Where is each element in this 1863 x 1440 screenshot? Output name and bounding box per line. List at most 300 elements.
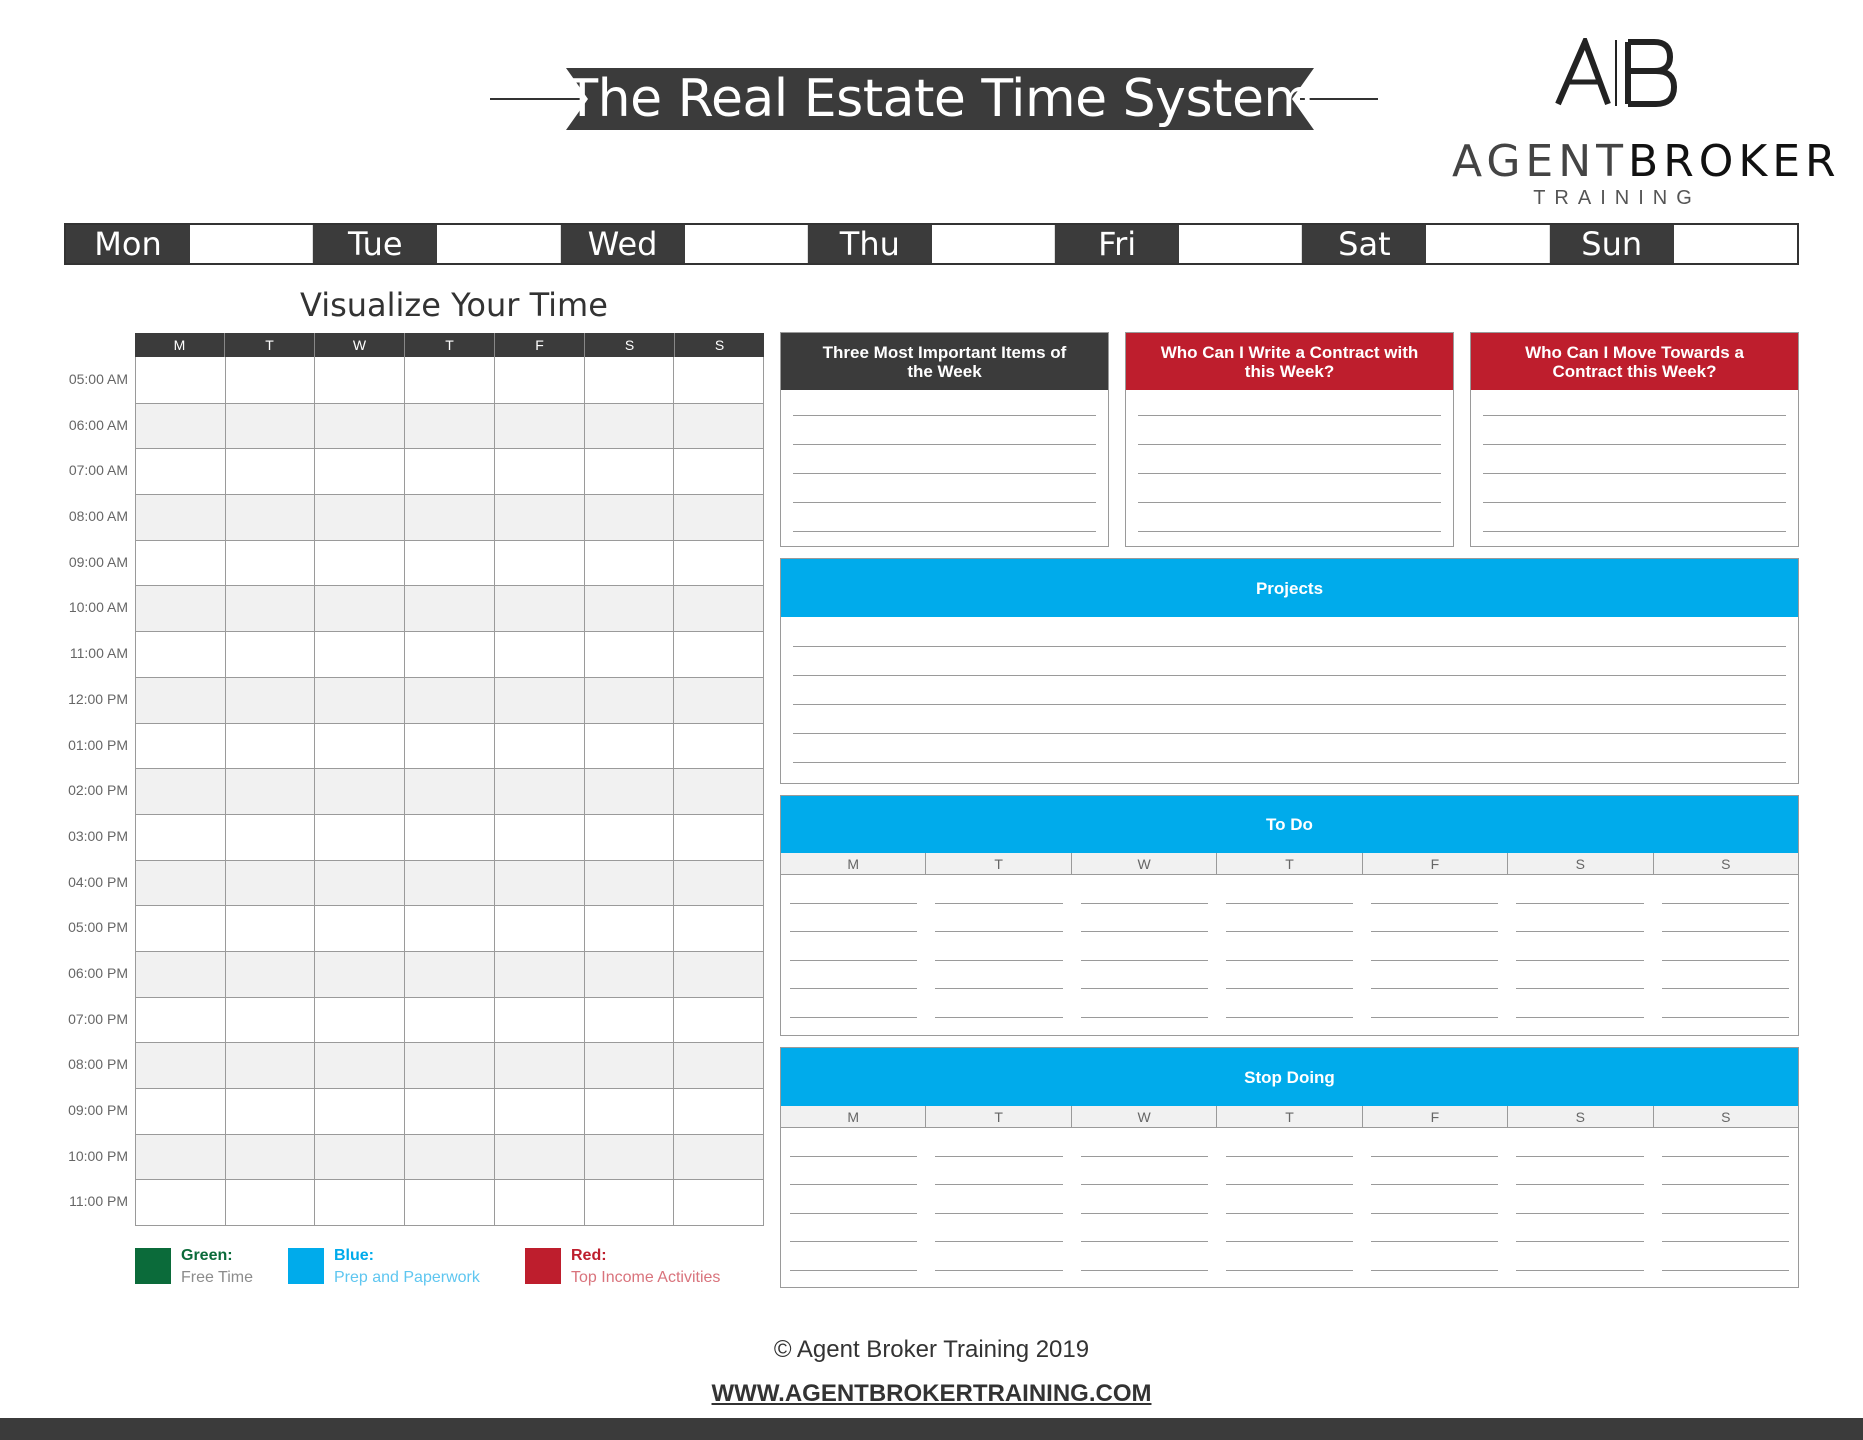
- todo-line[interactable]: [935, 989, 1062, 1018]
- stop-doing-line[interactable]: [1371, 1214, 1498, 1243]
- visualize-col-header: M: [135, 333, 225, 357]
- todo-line[interactable]: [1226, 904, 1353, 933]
- stop-doing-line[interactable]: [1516, 1157, 1643, 1186]
- stop-doing-line[interactable]: [790, 1185, 917, 1214]
- day-label: Tue: [313, 225, 437, 263]
- time-slot-cell[interactable]: [674, 952, 763, 997]
- time-slot-cell[interactable]: [405, 1089, 495, 1134]
- todo-line[interactable]: [1226, 875, 1353, 904]
- time-slot-cell[interactable]: [674, 586, 763, 631]
- time-row: [136, 814, 763, 860]
- todo-line[interactable]: [790, 932, 917, 961]
- stop-doing-line[interactable]: [1371, 1128, 1498, 1157]
- todo-line[interactable]: [935, 961, 1062, 990]
- todo-line[interactable]: [1081, 904, 1208, 933]
- todo-line[interactable]: [790, 961, 917, 990]
- time-slot-cell[interactable]: [226, 357, 316, 403]
- bottom-bar: [0, 1418, 1863, 1440]
- stop-doing-line[interactable]: [1662, 1242, 1789, 1271]
- time-slot-cell[interactable]: [585, 1089, 675, 1134]
- todo-line[interactable]: [1081, 875, 1208, 904]
- stop-doing-day-column[interactable]: [1362, 1128, 1507, 1271]
- time-slot-cell[interactable]: [136, 998, 226, 1043]
- day-blank[interactable]: [1674, 225, 1797, 263]
- time-slot-cell[interactable]: [226, 678, 316, 723]
- time-row: [136, 631, 763, 677]
- logo-word-broker: BROKER: [1628, 136, 1841, 187]
- time-slot-cell[interactable]: [226, 495, 316, 540]
- legend-blue: [288, 1246, 480, 1290]
- time-slot-cell[interactable]: [405, 678, 495, 723]
- time-slot-cell[interactable]: [136, 541, 226, 586]
- stop-doing-day-letter: T: [1217, 1106, 1362, 1127]
- agent-broker-logo: [1452, 30, 1841, 209]
- stop-doing-line[interactable]: [1081, 1214, 1208, 1243]
- visualize-col-header: S: [585, 333, 675, 357]
- legend-blue-label: Blue:: [334, 1247, 374, 1264]
- time-slot-cell[interactable]: [315, 1180, 405, 1225]
- important-items-lines[interactable]: [793, 390, 1096, 532]
- logo-wordmark: [1452, 136, 1841, 187]
- time-slot-cell[interactable]: [585, 449, 675, 494]
- legend-green-label: Green:: [181, 1247, 233, 1264]
- time-label: 04:00 PM: [68, 873, 128, 890]
- stop-doing-day-header: [781, 1106, 1798, 1128]
- time-slot-cell[interactable]: [495, 1089, 585, 1134]
- todo-line[interactable]: [935, 875, 1062, 904]
- time-slot-cell[interactable]: [585, 1043, 675, 1088]
- stop-doing-day-column[interactable]: [926, 1128, 1071, 1271]
- stop-doing-day-column[interactable]: [1072, 1128, 1217, 1271]
- time-slot-cell[interactable]: [226, 952, 316, 997]
- time-slot-cell[interactable]: [315, 769, 405, 814]
- time-slot-cell[interactable]: [495, 1135, 585, 1180]
- time-row: [136, 1134, 763, 1180]
- todo-heading: To Do: [781, 796, 1798, 853]
- stop-doing-line[interactable]: [1081, 1185, 1208, 1214]
- legend-red: [525, 1246, 720, 1290]
- time-slot-cell[interactable]: [405, 632, 495, 677]
- stop-doing-line[interactable]: [1226, 1214, 1353, 1243]
- time-slot-cell[interactable]: [405, 815, 495, 860]
- todo-line[interactable]: [1662, 961, 1789, 990]
- legend-green-desc: Free Time: [181, 1269, 254, 1286]
- time-slot-cell[interactable]: [315, 906, 405, 951]
- stop-doing-day-letter: W: [1072, 1106, 1217, 1127]
- todo-line[interactable]: [1662, 932, 1789, 961]
- time-label: 05:00 AM: [68, 371, 128, 387]
- stop-doing-line[interactable]: [790, 1242, 917, 1271]
- time-slot-cell[interactable]: [585, 769, 675, 814]
- todo-line[interactable]: [1081, 989, 1208, 1018]
- time-slot-cell[interactable]: [315, 1089, 405, 1134]
- todo-line[interactable]: [790, 875, 917, 904]
- important-items-panel: [780, 332, 1109, 547]
- todo-line[interactable]: [1516, 961, 1643, 990]
- time-slot-cell[interactable]: [226, 769, 316, 814]
- stop-doing-line[interactable]: [1662, 1128, 1789, 1157]
- visualize-day-header: [135, 333, 764, 357]
- time-slot-cell[interactable]: [495, 495, 585, 540]
- day-blank[interactable]: [190, 225, 313, 263]
- time-slot-cell[interactable]: [315, 586, 405, 631]
- time-slot-cell[interactable]: [674, 906, 763, 951]
- todo-line[interactable]: [1371, 904, 1498, 933]
- time-slot-cell[interactable]: [585, 952, 675, 997]
- day-blank[interactable]: [685, 225, 808, 263]
- todo-line[interactable]: [790, 904, 917, 933]
- title-banner: [566, 68, 1314, 130]
- time-slot-cell[interactable]: [495, 1043, 585, 1088]
- time-slot-cell[interactable]: [315, 1043, 405, 1088]
- time-slot-cell[interactable]: [495, 952, 585, 997]
- time-slot-cell[interactable]: [495, 861, 585, 906]
- time-slot-cell[interactable]: [226, 404, 316, 449]
- time-label: 02:00 PM: [68, 782, 128, 799]
- copyright-text: © Agent Broker Training 2019: [773, 1336, 1090, 1363]
- stop-doing-line[interactable]: [1226, 1242, 1353, 1271]
- time-slot-cell[interactable]: [405, 495, 495, 540]
- todo-line[interactable]: [1516, 989, 1643, 1018]
- stop-doing-line[interactable]: [1226, 1185, 1353, 1214]
- time-slot-cell[interactable]: [495, 678, 585, 723]
- legend-blue-desc: Prep and Paperwork: [334, 1269, 480, 1286]
- time-slot-cell[interactable]: [405, 861, 495, 906]
- time-slot-cell[interactable]: [674, 1043, 763, 1088]
- time-slot-cell[interactable]: [674, 541, 763, 586]
- time-slot-cell[interactable]: [315, 541, 405, 586]
- day-cell: [66, 225, 313, 263]
- stop-doing-line[interactable]: [1371, 1242, 1498, 1271]
- time-slot-cell[interactable]: [405, 357, 495, 403]
- time-slot-cell[interactable]: [405, 541, 495, 586]
- todo-day-header: [781, 853, 1798, 875]
- stop-doing-line[interactable]: [1081, 1242, 1208, 1271]
- time-slot-cell[interactable]: [226, 632, 316, 677]
- time-slot-cell[interactable]: [315, 952, 405, 997]
- time-label: 05:00 PM: [68, 919, 128, 936]
- time-label: 01:00 PM: [68, 736, 128, 753]
- todo-day-column[interactable]: [1507, 875, 1652, 1018]
- stop-doing-line[interactable]: [935, 1242, 1062, 1271]
- todo-day-letter: S: [1721, 856, 1731, 872]
- time-slot-cell[interactable]: [674, 724, 763, 769]
- time-slot-cell[interactable]: [495, 769, 585, 814]
- time-slot-cell[interactable]: [495, 541, 585, 586]
- time-slot-cell[interactable]: [136, 815, 226, 860]
- time-slot-cell[interactable]: [226, 586, 316, 631]
- todo-line[interactable]: [790, 989, 917, 1018]
- visualize-col-header: S: [714, 337, 725, 353]
- todo-day-column[interactable]: [1217, 875, 1362, 1018]
- time-slot-cell[interactable]: [495, 1180, 585, 1225]
- time-slot-cell[interactable]: [585, 357, 675, 403]
- time-slot-cell[interactable]: [495, 998, 585, 1043]
- time-slot-cell[interactable]: [315, 678, 405, 723]
- time-slot-cell[interactable]: [585, 1135, 675, 1180]
- day-cell: [1055, 225, 1302, 263]
- time-slot-cell[interactable]: [674, 1180, 763, 1225]
- time-slot-cell[interactable]: [405, 952, 495, 997]
- todo-line[interactable]: [1226, 989, 1353, 1018]
- time-slot-cell[interactable]: [226, 1135, 316, 1180]
- time-slot-cell[interactable]: [136, 952, 226, 997]
- stop-doing-line[interactable]: [1516, 1185, 1643, 1214]
- time-slot-cell[interactable]: [136, 449, 226, 494]
- time-slot-cell[interactable]: [226, 815, 316, 860]
- time-slot-cell[interactable]: [315, 632, 405, 677]
- day-label: Thu: [808, 225, 932, 263]
- time-slot-cell[interactable]: [226, 1089, 316, 1134]
- time-slot-cell[interactable]: [405, 404, 495, 449]
- todo-line[interactable]: [1371, 989, 1498, 1018]
- time-slot-cell[interactable]: [315, 724, 405, 769]
- week-day-bar: [64, 223, 1799, 265]
- website-link[interactable]: WWW.AGENTBROKERTRAINING.COM: [711, 1380, 1152, 1407]
- todo-day-letter: T: [1217, 853, 1362, 874]
- stop-doing-day-column[interactable]: [781, 1128, 926, 1271]
- day-blank[interactable]: [1179, 225, 1302, 263]
- time-slot-cell[interactable]: [136, 586, 226, 631]
- time-slot-cell[interactable]: [315, 1135, 405, 1180]
- time-slot-cell[interactable]: [585, 541, 675, 586]
- time-slot-cell[interactable]: [226, 861, 316, 906]
- time-slot-cell[interactable]: [585, 495, 675, 540]
- time-slot-cell[interactable]: [226, 906, 316, 951]
- time-slot-cell[interactable]: [585, 678, 675, 723]
- stop-doing-line[interactable]: [935, 1157, 1062, 1186]
- time-slot-cell[interactable]: [226, 1180, 316, 1225]
- time-row: [136, 997, 763, 1043]
- time-label: 10:00 PM: [68, 1147, 128, 1164]
- stop-doing-line[interactable]: [1662, 1157, 1789, 1186]
- stop-doing-line[interactable]: [935, 1185, 1062, 1214]
- time-row: [136, 1088, 763, 1134]
- stop-doing-day-column[interactable]: [1653, 1128, 1798, 1271]
- time-slot-cell[interactable]: [136, 404, 226, 449]
- time-slot-cell[interactable]: [674, 449, 763, 494]
- time-slot-cell[interactable]: [315, 404, 405, 449]
- time-label: 08:00 AM: [68, 508, 128, 525]
- stop-doing-line[interactable]: [790, 1128, 917, 1157]
- todo-line[interactable]: [1662, 875, 1789, 904]
- time-slot-cell[interactable]: [585, 1180, 675, 1225]
- time-slot-cell[interactable]: [585, 404, 675, 449]
- stop-doing-line[interactable]: [1516, 1128, 1643, 1157]
- time-slot-cell[interactable]: [585, 632, 675, 677]
- move-contract-heading: Who Can I Move Towards a Contract this Week?: [1471, 333, 1798, 390]
- stop-doing-line[interactable]: [1662, 1214, 1789, 1243]
- todo-line[interactable]: [1516, 875, 1643, 904]
- todo-day-column[interactable]: [1072, 875, 1217, 1018]
- page-title: The Real Estate Time System: [566, 69, 1314, 129]
- time-row: [136, 768, 763, 814]
- day-blank[interactable]: [1426, 225, 1549, 263]
- stop-doing-day-column[interactable]: [1217, 1128, 1362, 1271]
- time-row: [136, 951, 763, 997]
- time-slot-cell[interactable]: [674, 632, 763, 677]
- todo-line[interactable]: [1516, 904, 1643, 933]
- move-contract-lines[interactable]: [1483, 390, 1786, 532]
- todo-line[interactable]: [1662, 989, 1789, 1018]
- time-slot-cell[interactable]: [136, 724, 226, 769]
- time-slot-cell[interactable]: [405, 586, 495, 631]
- projects-heading: Projects: [781, 559, 1798, 617]
- time-slot-cell[interactable]: [674, 861, 763, 906]
- time-slot-cell[interactable]: [136, 678, 226, 723]
- time-slot-cell[interactable]: [136, 1043, 226, 1088]
- day-blank[interactable]: [437, 225, 560, 263]
- stop-doing-line[interactable]: [1371, 1185, 1498, 1214]
- todo-day-column[interactable]: [926, 875, 1071, 1018]
- time-slot-cell[interactable]: [674, 1089, 763, 1134]
- todo-columns: [781, 875, 1798, 1018]
- stop-doing-line[interactable]: [790, 1157, 917, 1186]
- time-row: [136, 357, 763, 403]
- legend-green: [135, 1246, 253, 1290]
- time-slot-cell[interactable]: [674, 769, 763, 814]
- time-slot-cell[interactable]: [405, 1180, 495, 1225]
- stop-doing-columns: [781, 1128, 1798, 1271]
- projects-lines[interactable]: [793, 617, 1786, 763]
- todo-day-column[interactable]: [1362, 875, 1507, 1018]
- time-slot-cell[interactable]: [585, 998, 675, 1043]
- time-slot-cell[interactable]: [136, 1089, 226, 1134]
- time-slot-cell[interactable]: [585, 815, 675, 860]
- stop-doing-line[interactable]: [935, 1128, 1062, 1157]
- stop-doing-line[interactable]: [1516, 1214, 1643, 1243]
- stop-doing-line[interactable]: [1081, 1157, 1208, 1186]
- time-slot-cell[interactable]: [315, 861, 405, 906]
- time-slot-cell[interactable]: [674, 998, 763, 1043]
- day-cell: [1302, 225, 1549, 263]
- todo-line[interactable]: [935, 932, 1062, 961]
- day-blank[interactable]: [932, 225, 1055, 263]
- time-slot-cell[interactable]: [315, 495, 405, 540]
- write-contract-lines[interactable]: [1138, 390, 1441, 532]
- logo-subtitle: TRAINING: [1533, 187, 1701, 209]
- time-slot-cell[interactable]: [495, 449, 585, 494]
- stop-doing-line[interactable]: [935, 1214, 1062, 1243]
- todo-day-column[interactable]: [781, 875, 926, 1018]
- time-slot-cell[interactable]: [226, 998, 316, 1043]
- day-cell: [808, 225, 1055, 263]
- time-slot-cell[interactable]: [585, 586, 675, 631]
- legend-red-desc: Top Income Activities: [571, 1269, 721, 1286]
- time-slot-cell[interactable]: [136, 495, 226, 540]
- time-slot-cell[interactable]: [136, 357, 226, 403]
- time-slot-cell[interactable]: [495, 724, 585, 769]
- time-slot-cell[interactable]: [405, 1043, 495, 1088]
- todo-line[interactable]: [1371, 961, 1498, 990]
- time-slot-cell[interactable]: [495, 906, 585, 951]
- time-slot-cell[interactable]: [226, 449, 316, 494]
- time-slot-cell[interactable]: [495, 357, 585, 403]
- time-slot-cell[interactable]: [674, 815, 763, 860]
- stop-doing-line[interactable]: [1371, 1157, 1498, 1186]
- time-label: 11:00 PM: [69, 1193, 128, 1210]
- time-row: [136, 585, 763, 631]
- stop-doing-line[interactable]: [1516, 1242, 1643, 1271]
- stop-doing-line[interactable]: [1226, 1157, 1353, 1186]
- time-slot-cell[interactable]: [136, 769, 226, 814]
- time-label: 10:00 AM: [68, 599, 128, 616]
- time-slot-cell[interactable]: [495, 586, 585, 631]
- todo-line[interactable]: [1516, 932, 1643, 961]
- time-slot-cell[interactable]: [136, 632, 226, 677]
- todo-line[interactable]: [1226, 932, 1353, 961]
- legend-green-swatch: [135, 1248, 171, 1284]
- time-slot-cell[interactable]: [405, 906, 495, 951]
- todo-line[interactable]: [1371, 932, 1498, 961]
- time-slot-cell[interactable]: [674, 1135, 763, 1180]
- stop-doing-line[interactable]: [1662, 1185, 1789, 1214]
- time-slot-cell[interactable]: [585, 861, 675, 906]
- time-slot-cell[interactable]: [315, 449, 405, 494]
- day-label: Sun: [1550, 225, 1674, 263]
- time-slot-cell[interactable]: [495, 632, 585, 677]
- stop-doing-line[interactable]: [790, 1214, 917, 1243]
- time-slot-cell[interactable]: [136, 861, 226, 906]
- todo-line[interactable]: [935, 904, 1062, 933]
- todo-day-letter: F: [1363, 853, 1508, 874]
- todo-day-column[interactable]: [1653, 875, 1798, 1018]
- time-slot-cell[interactable]: [226, 1043, 316, 1088]
- time-label: 03:00 PM: [68, 827, 128, 844]
- time-slot-cell[interactable]: [585, 906, 675, 951]
- time-slot-cell[interactable]: [405, 998, 495, 1043]
- time-slot-cell[interactable]: [136, 906, 226, 951]
- time-slot-cell[interactable]: [315, 998, 405, 1043]
- time-label: 06:00 PM: [68, 964, 128, 981]
- time-slot-cell[interactable]: [495, 404, 585, 449]
- visualize-col-header: T: [405, 333, 495, 357]
- time-slot-cell[interactable]: [405, 449, 495, 494]
- time-slot-cell[interactable]: [226, 541, 316, 586]
- logo-word-agent: AGENT: [1452, 136, 1629, 187]
- todo-day-letter: T: [926, 853, 1071, 874]
- time-slot-cell[interactable]: [674, 357, 763, 403]
- stop-doing-day-letter: S: [1721, 1109, 1731, 1125]
- time-slot-cell[interactable]: [226, 724, 316, 769]
- time-slot-cell[interactable]: [674, 495, 763, 540]
- stop-doing-day-column[interactable]: [1507, 1128, 1652, 1271]
- time-slot-cell[interactable]: [315, 357, 405, 403]
- time-slot-cell[interactable]: [136, 1135, 226, 1180]
- day-label: Fri: [1055, 225, 1179, 263]
- todo-line[interactable]: [1662, 904, 1789, 933]
- time-slot-cell[interactable]: [585, 724, 675, 769]
- time-slot-cell[interactable]: [495, 815, 585, 860]
- move-contract-panel: [1470, 332, 1799, 547]
- time-slot-cell[interactable]: [405, 769, 495, 814]
- time-slot-cell[interactable]: [315, 815, 405, 860]
- time-slot-cell[interactable]: [674, 404, 763, 449]
- todo-line[interactable]: [1081, 932, 1208, 961]
- stop-doing-day-letter: S: [1508, 1106, 1653, 1127]
- stop-doing-line[interactable]: [1226, 1128, 1353, 1157]
- time-slot-cell[interactable]: [136, 1180, 226, 1225]
- time-slot-cell[interactable]: [405, 724, 495, 769]
- time-slot-cell[interactable]: [405, 1135, 495, 1180]
- stop-doing-line[interactable]: [1081, 1128, 1208, 1157]
- todo-line[interactable]: [1226, 961, 1353, 990]
- time-label: 09:00 PM: [68, 1102, 128, 1118]
- time-slot-cell[interactable]: [674, 678, 763, 723]
- todo-line[interactable]: [1371, 875, 1498, 904]
- todo-line[interactable]: [1081, 961, 1208, 990]
- stop-doing-panel: [780, 1047, 1799, 1288]
